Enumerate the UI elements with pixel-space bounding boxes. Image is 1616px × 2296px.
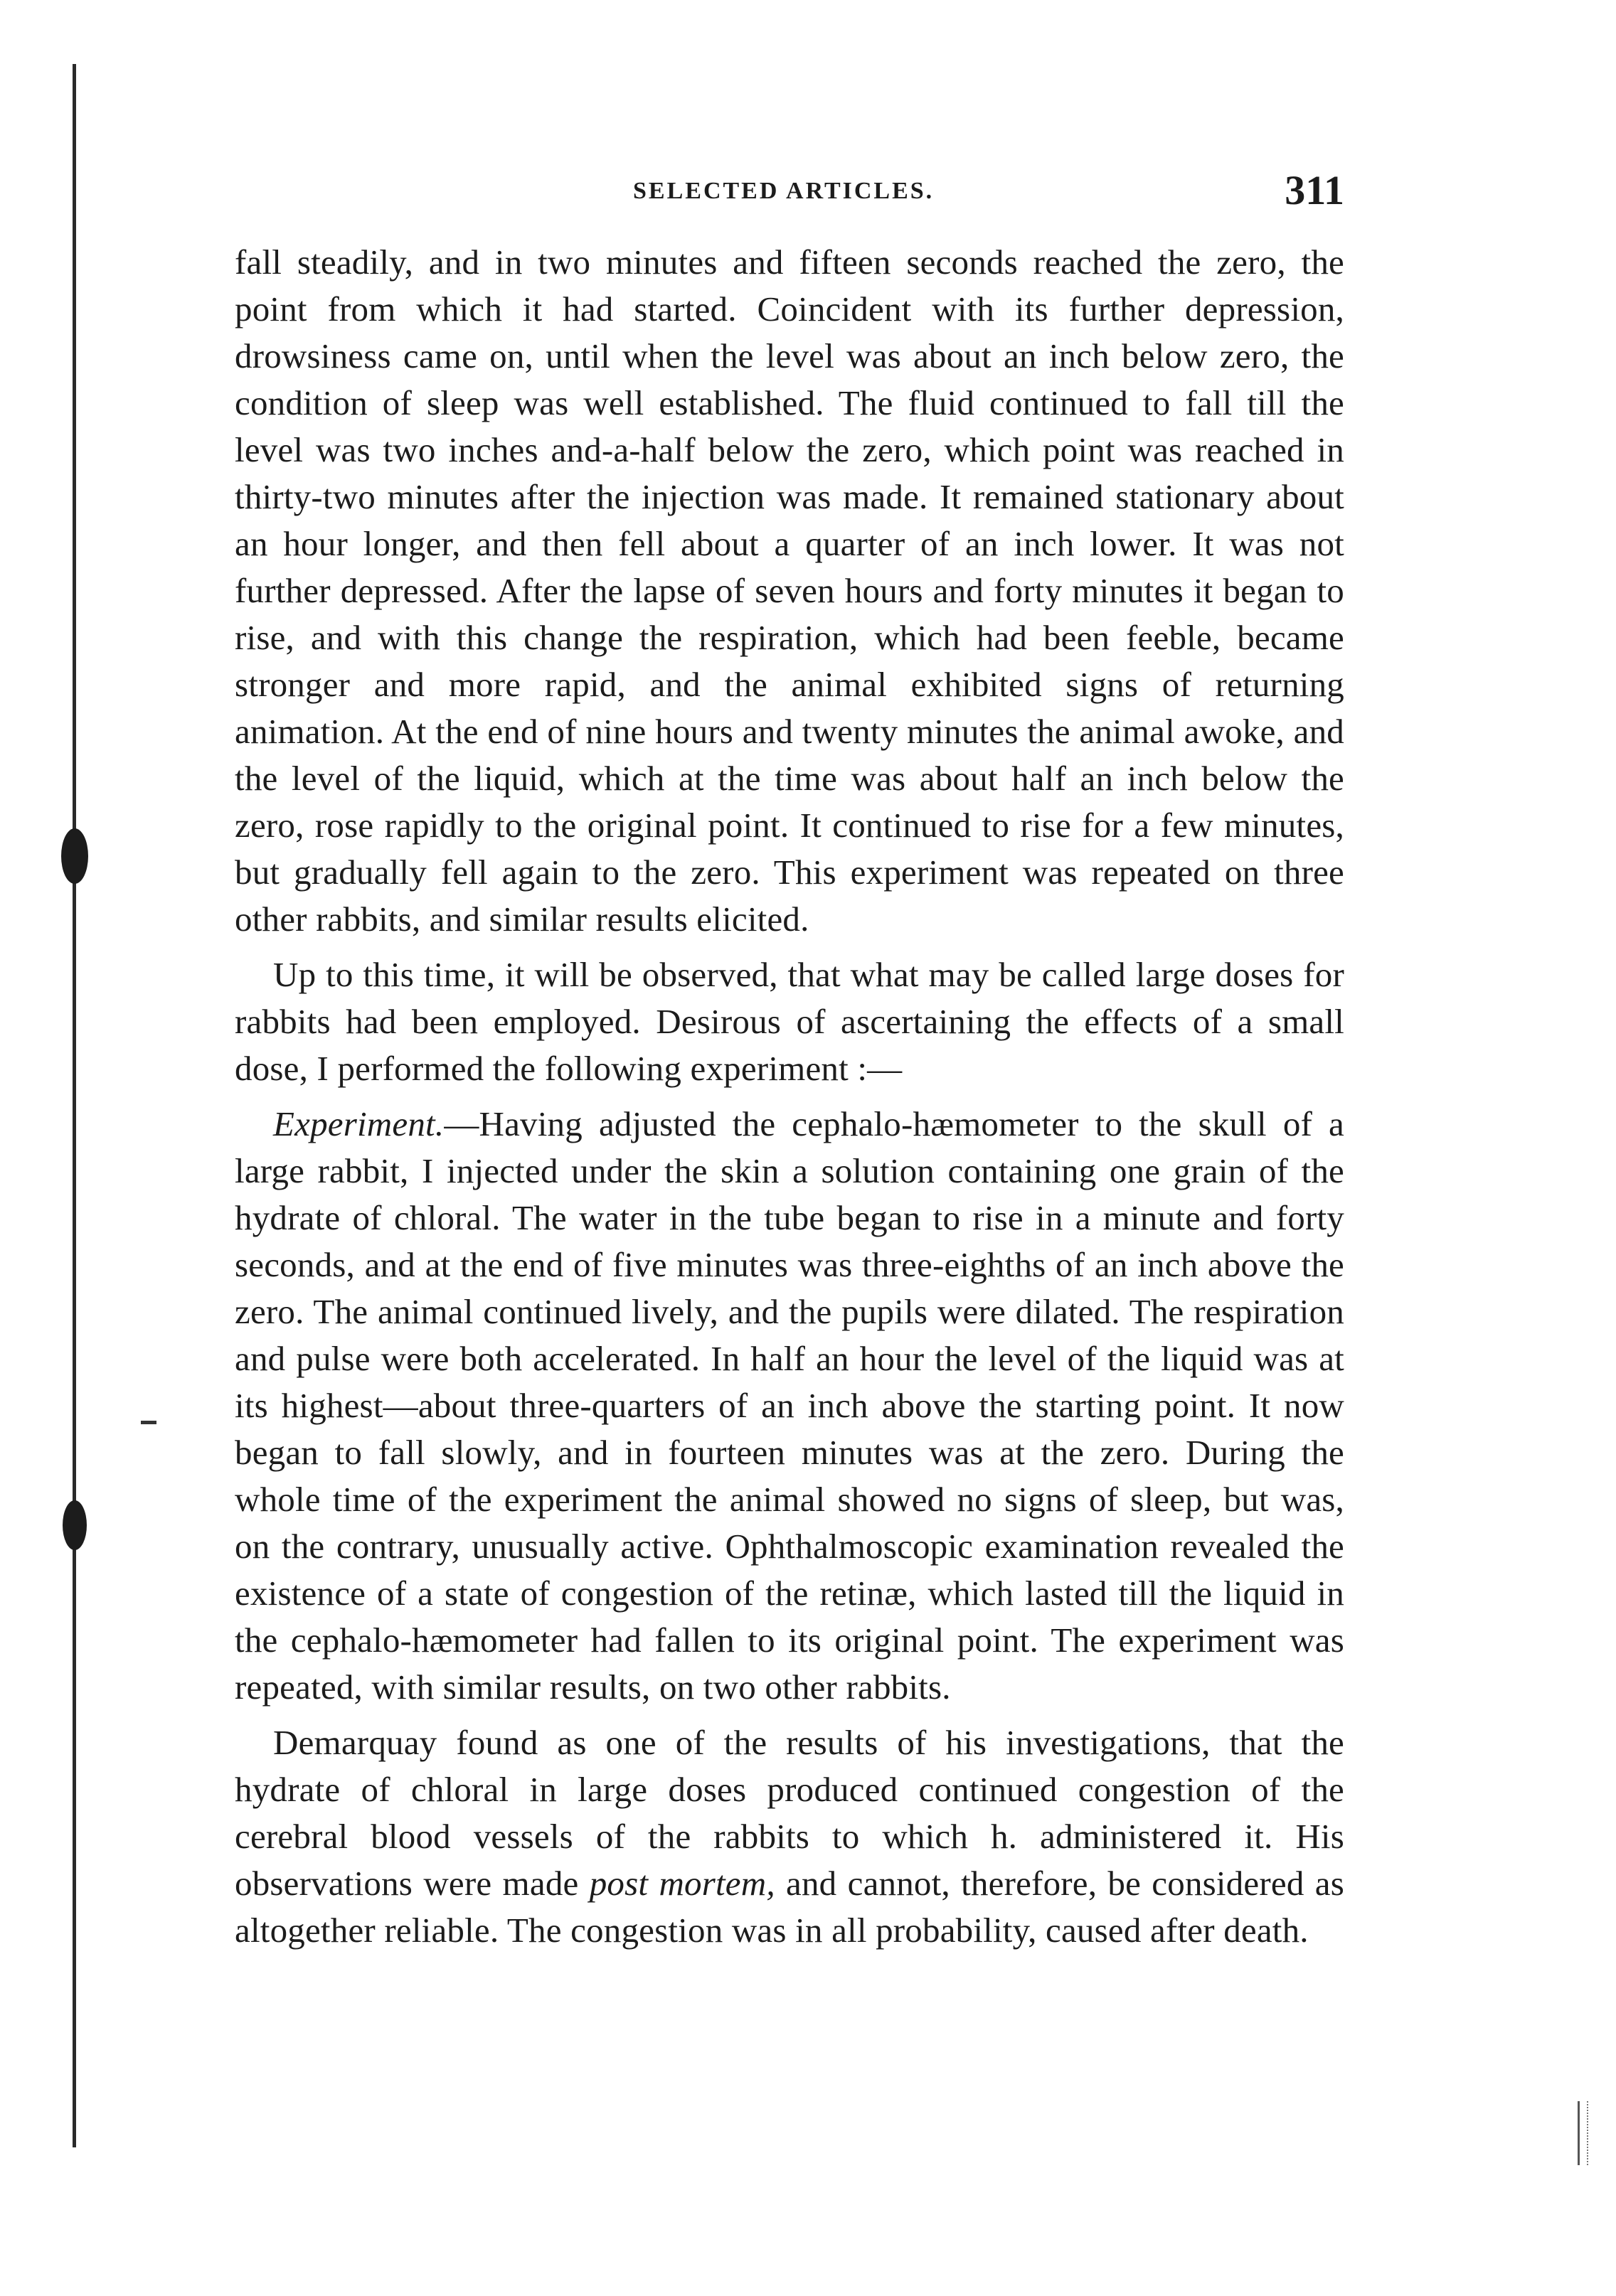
edge-mark	[1578, 2101, 1588, 2165]
experiment-lead: Experiment.	[273, 1104, 445, 1143]
ink-blot	[61, 828, 88, 884]
ink-blot	[63, 1500, 87, 1550]
paragraph-experiment	[235, 1101, 1344, 1711]
demarquay-text-before: Demarquay found as one of the results of his investigations, that the hydrate of chloral in large doses produced continued congestion of the cerebral blood vessels of the rabbits to which h. administered it. His observations were made	[235, 1723, 1344, 1903]
article-body	[235, 239, 1344, 1954]
margin-rule	[73, 64, 76, 2147]
demarquay-italic: post mortem,	[589, 1864, 775, 1903]
demarquay-text-after: and cannot, therefore, be considered as altogether reliable. The congestion was in all probability, caused after death.	[235, 1864, 1345, 1950]
page-header	[235, 165, 1344, 222]
paragraph-demarquay	[235, 1719, 1344, 1954]
page-number: 311	[1285, 167, 1344, 213]
paragraph-continuation: fall steadily, and in two minutes and fifteen seconds reached the zero, the point from which it had started. Coincident with its further depression, drowsiness came on, until when the level was about an inch below zero, the condition of sleep was well established. The fluid continued to fall till the level was two inches and-a-half below the zero, which point was reached in thirty-two minutes after the injection was made. It remained stationary about an hour longer, and then fell about a quarter of an inch lower. It was not further depressed. After the lapse of seven hours and forty minutes it began to rise, and with this change the respiration, which had been feeble, became stronger and more rapid, and the animal exhibited signs of returning animation. At the end of nine hours and twenty minutes the animal awoke, and the level of the liquid, which at the time was about half an inch below the zero, rose rapidly to the original point. It continued to rise for a few minutes, but gradually fell again to the zero. This experiment was repeated on three other rabbits, and similar results elicited.	[235, 242, 1344, 939]
running-head: SELECTED ARTICLES.	[633, 178, 935, 204]
margin-mark	[141, 1421, 156, 1424]
experiment-text: —Having adjusted the cephalo-hæmometer to the skull of a large rabbit, I injected under the skin a solution containing one grain of the hydrate of chloral. The water in the tube began to rise in a minute and forty seconds, and at the end of five minutes was three-eighths of an inch above the zero. The animal continued lively, and the pupils were dilated. The respiration and pulse were both accelerated. In half an hour the level of the liquid was at its highest—about three-quarters of an inch above the starting point. It now began to fall slowly, and in fourteen minutes was at the zero. During the whole time of the experiment the animal showed no signs of sleep, but was, on the contrary, unusually active. Ophthalmoscopic examination revealed the existence of a state of congestion of the retinæ, which lasted till the liquid in the cephalo-hæmometer had fallen to its original point. The experiment was repeated, with similar results, on two other rabbits.	[235, 1104, 1344, 1707]
paragraph-small-dose-intro: Up to this time, it will be observed, that what may be called large doses for rabbits had been employed. Desirous of ascertaining the effects of a small dose, I performed the following experiment :—	[235, 955, 1344, 1088]
